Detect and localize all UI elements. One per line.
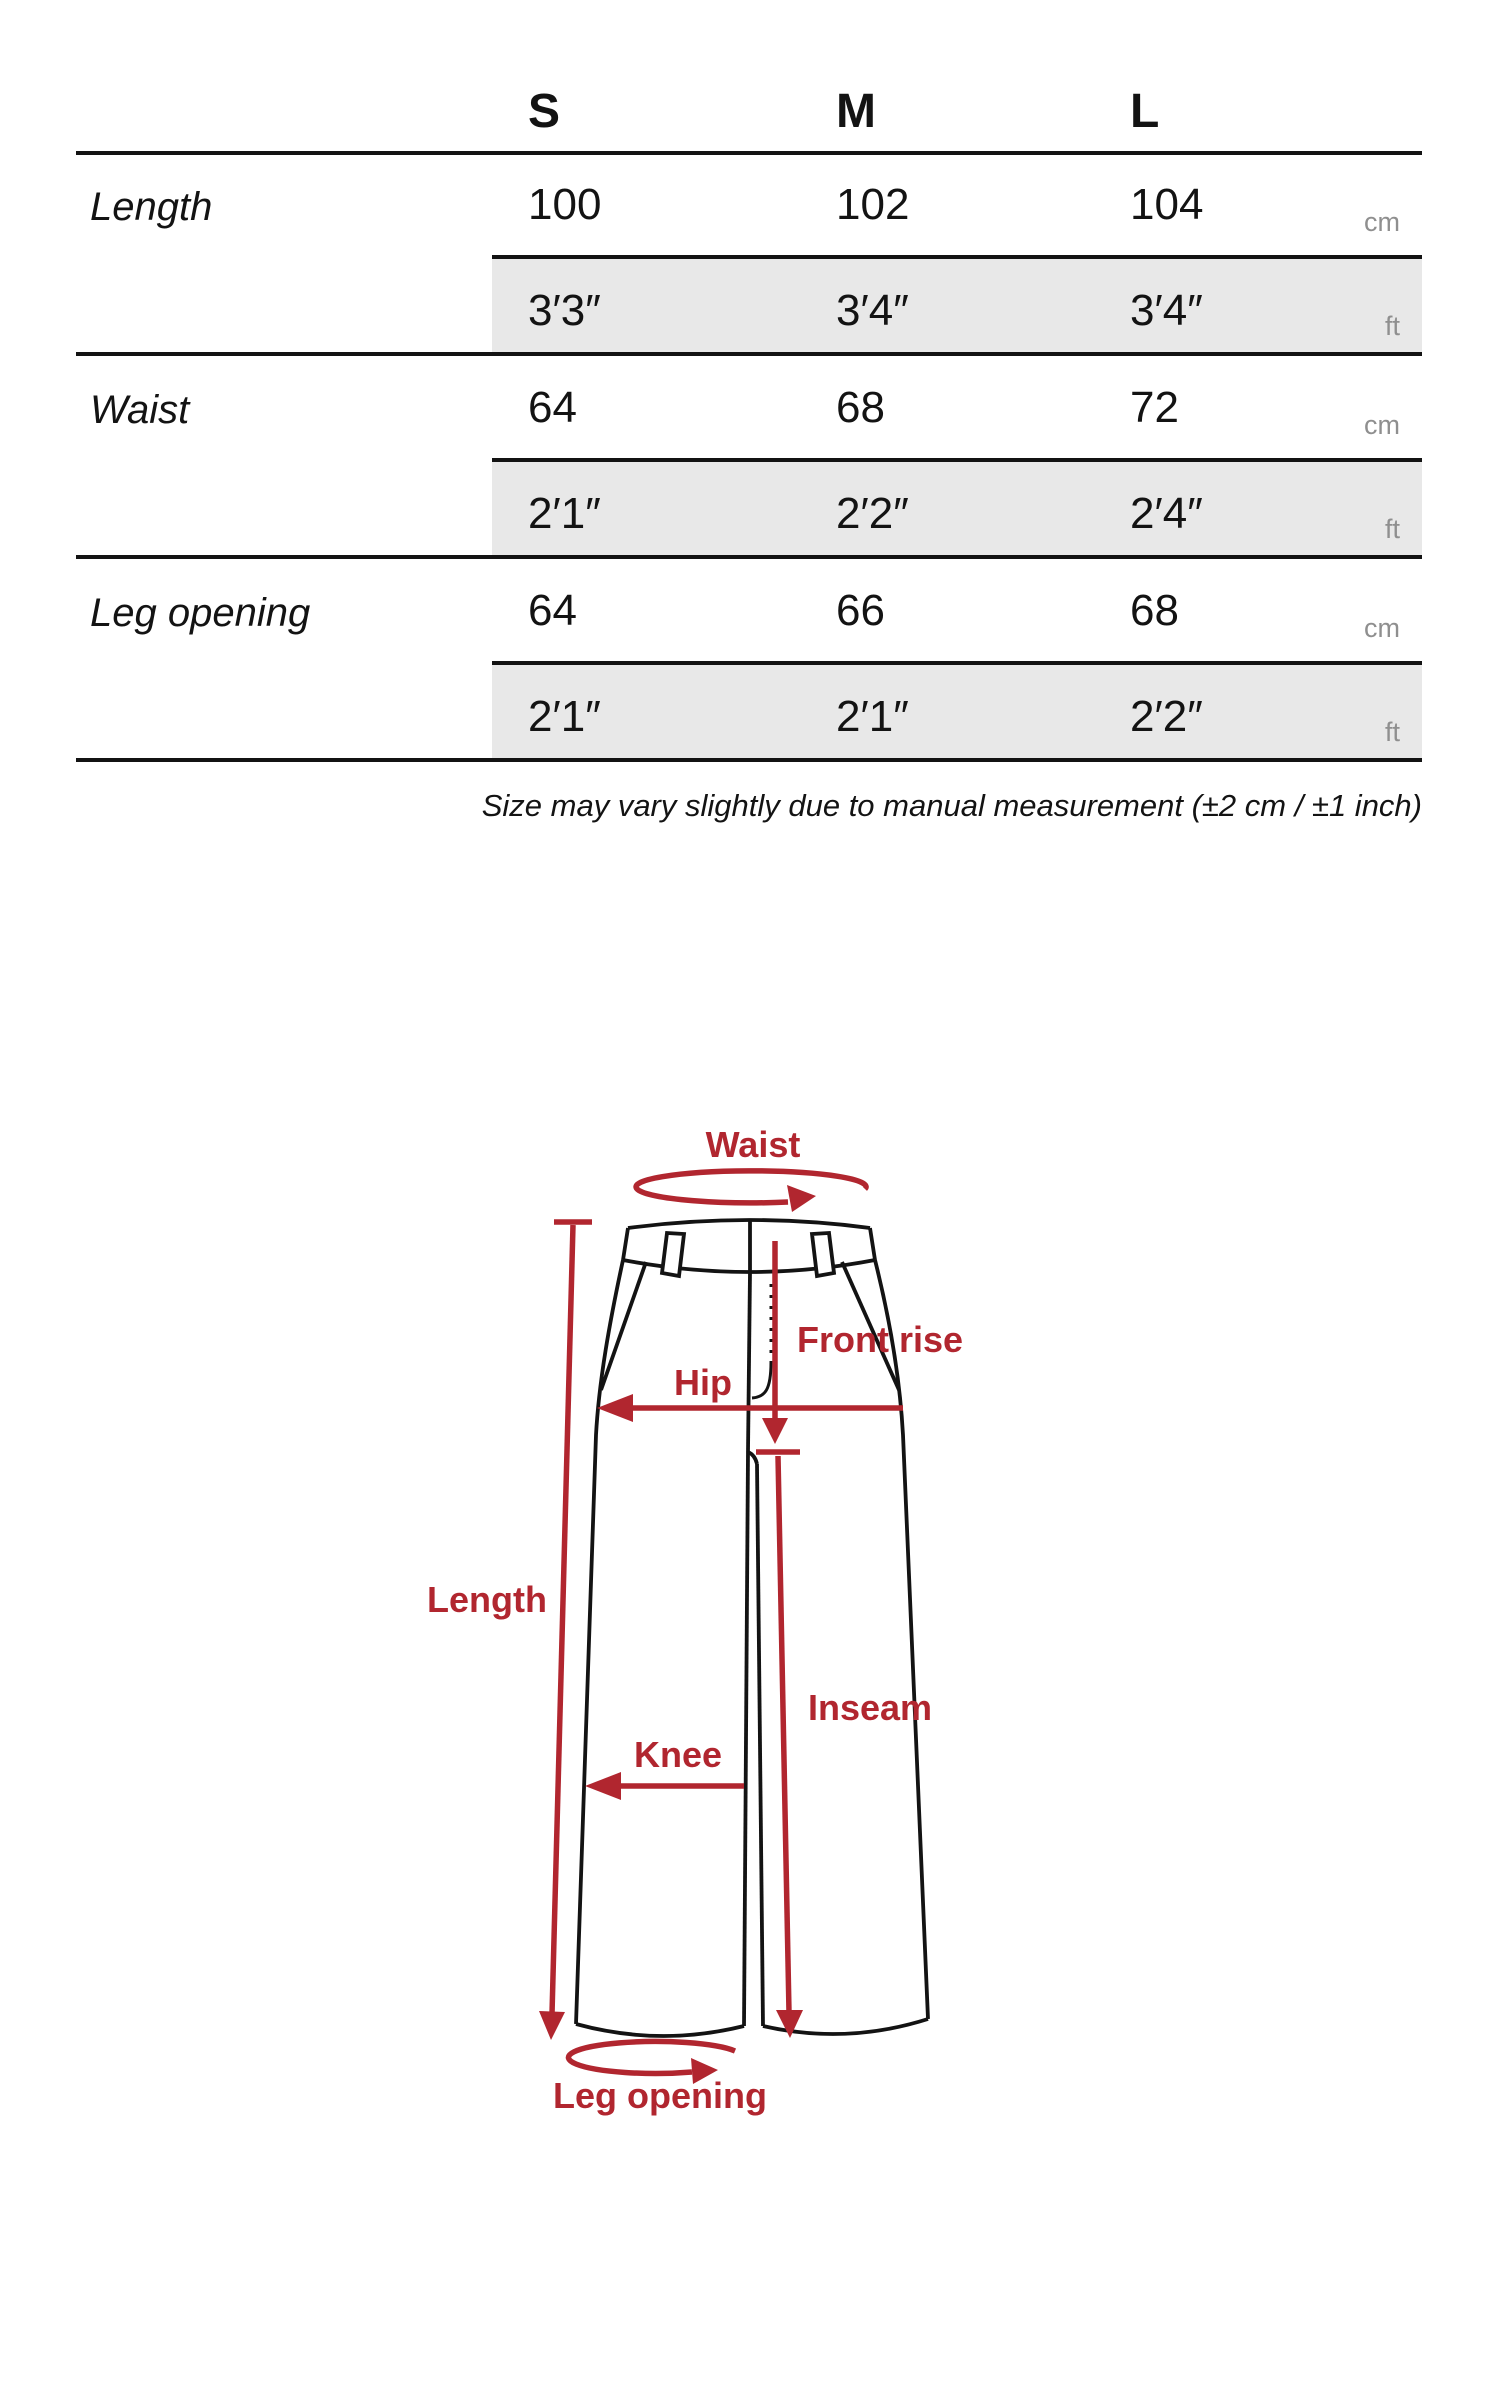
row-label-leg-opening: Leg opening — [90, 591, 311, 635]
waistband-left-end — [623, 1228, 628, 1260]
cell-legopening-m-cm: 66 — [836, 586, 885, 635]
hip-arrowhead — [597, 1394, 633, 1422]
left-inner-seam — [744, 1452, 748, 2026]
waistband-right-end — [870, 1228, 875, 1260]
unit-label-ft: ft — [1384, 311, 1400, 341]
cell-waist-s-ft: 2′1″ — [528, 489, 601, 538]
ft-band-waist — [492, 458, 1422, 558]
cell-legopening-s-cm: 64 — [528, 586, 577, 635]
column-header-s: S — [528, 85, 561, 138]
right-belt-loop — [812, 1233, 834, 1276]
diagram-label-waist: Waist — [705, 1124, 801, 1165]
row-rule — [76, 555, 1422, 559]
ft-band-length — [492, 255, 1422, 355]
table-header-rule — [76, 151, 1422, 155]
unit-label-cm: cm — [1364, 207, 1400, 237]
right-outer-seam — [875, 1260, 928, 2019]
waist-arrowhead — [787, 1185, 816, 1212]
knee-arrowhead — [585, 1772, 621, 1800]
unit-label-cm: cm — [1364, 410, 1400, 440]
left-belt-loop — [662, 1233, 684, 1276]
diagram-label-hip: Hip — [674, 1362, 732, 1403]
cell-length-s-cm: 100 — [528, 180, 602, 229]
diagram-label-leg-opening: Leg opening — [553, 2075, 767, 2116]
cell-length-s-ft: 3′3″ — [528, 286, 601, 335]
length-measure-line — [552, 1225, 573, 2014]
cell-waist-m-cm: 68 — [836, 383, 885, 432]
cell-waist-s-cm: 64 — [528, 383, 577, 432]
cell-legopening-s-ft: 2′1″ — [528, 692, 601, 741]
fly-center-seam — [748, 1272, 750, 1452]
unit-label-ft: ft — [1384, 717, 1400, 747]
left-pocket-line — [601, 1262, 646, 1390]
fly-stitch-hook — [752, 1362, 771, 1398]
cell-legopening-l-ft: 2′2″ — [1130, 692, 1203, 741]
right-inner-seam — [757, 1464, 763, 2026]
diagram-label-knee: Knee — [633, 1734, 723, 1775]
measure-lines — [552, 1171, 903, 2074]
cell-length-l-ft: 3′4″ — [1130, 286, 1203, 335]
left-hem — [576, 2024, 744, 2036]
unit-label-cm: cm — [1364, 613, 1400, 643]
row-rule — [76, 352, 1422, 356]
unit-label-ft: ft — [1384, 514, 1400, 544]
diagram-label-length: Length — [427, 1579, 547, 1620]
front-rise-arrowhead — [762, 1418, 788, 1444]
diagram-label-front-rise: Front rise — [796, 1319, 964, 1360]
row-label-length: Length — [90, 185, 213, 229]
length-arrowhead — [539, 2011, 565, 2040]
cell-legopening-l-cm: 68 — [1130, 586, 1179, 635]
table-bottom-rule — [76, 758, 1422, 762]
column-header-l: L — [1130, 85, 1160, 138]
ft-band-leg-opening — [492, 661, 1422, 761]
row-label-waist: Waist — [90, 388, 190, 432]
cell-length-l-cm: 104 — [1130, 180, 1204, 229]
measurement-note: Size may vary slightly due to manual measurement (±2 cm / ±1 inch) — [481, 788, 1422, 823]
cell-waist-l-cm: 72 — [1130, 383, 1179, 432]
column-header-m: M — [836, 85, 876, 138]
pants-measurement-diagram — [380, 1100, 1080, 2200]
cell-waist-m-ft: 2′2″ — [836, 489, 909, 538]
inseam-measure-line — [778, 1456, 789, 2012]
cell-waist-l-ft: 2′4″ — [1130, 489, 1203, 538]
left-outer-seam — [576, 1260, 623, 2024]
waist-girth-ellipse — [636, 1171, 866, 1203]
diagram-label-inseam: Inseam — [807, 1687, 933, 1728]
cell-length-m-ft: 3′4″ — [836, 286, 909, 335]
cell-length-m-cm: 102 — [836, 180, 910, 229]
cell-legopening-m-ft: 2′1″ — [836, 692, 909, 741]
